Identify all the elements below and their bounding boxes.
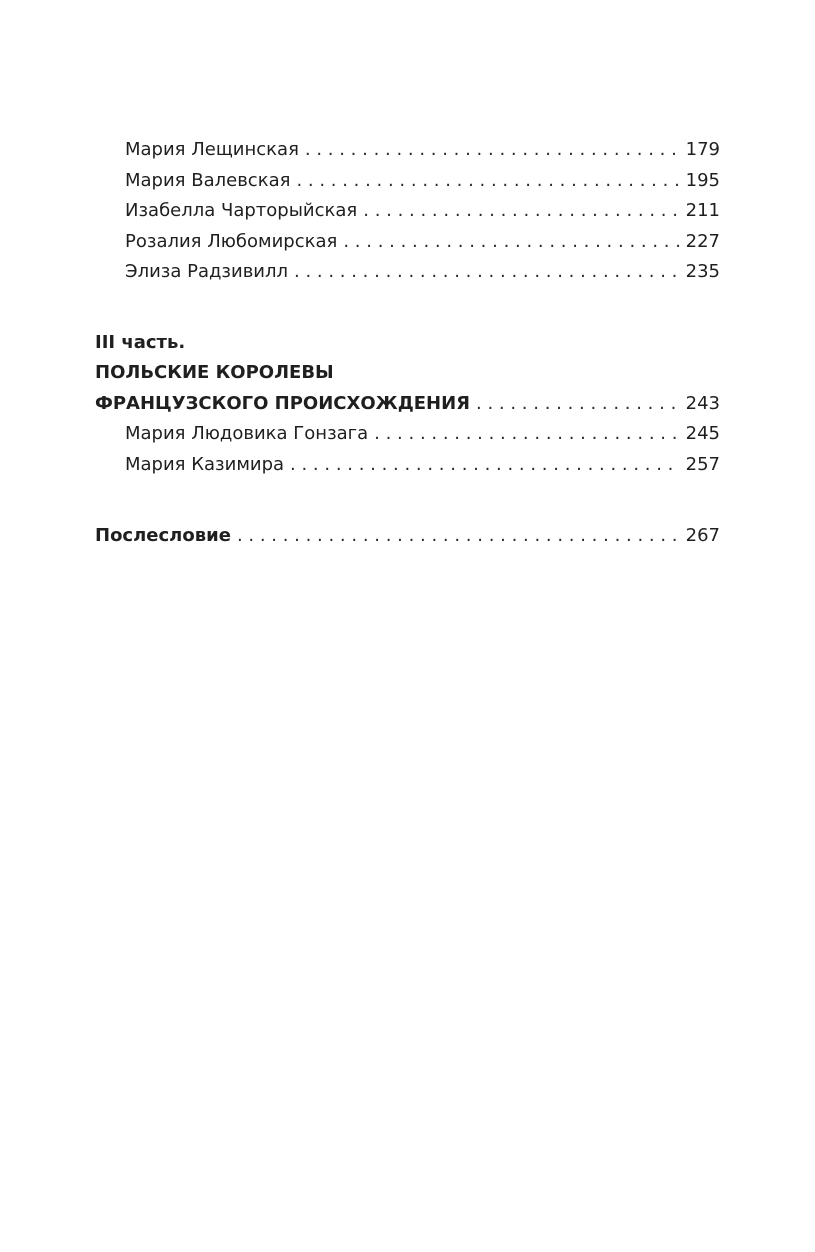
dot-leader [476, 389, 680, 420]
toc-part-entry[interactable] [95, 389, 720, 420]
dot-leader [305, 135, 680, 166]
dot-leader [363, 196, 679, 227]
toc-part-title: ФРАНЦУЗСКОГО ПРОИСХОЖДЕНИЯ [95, 392, 471, 414]
toc-entry-title: Изабелла Чарторыйская [125, 200, 358, 221]
dot-leader [343, 227, 679, 258]
dot-leader [374, 419, 679, 450]
part-heading: III часть. [95, 331, 186, 353]
dot-leader [237, 521, 680, 552]
section-spacer [95, 480, 720, 521]
toc-entry-title: Мария Лещинская [125, 139, 299, 160]
toc-entry-title: Элиза Радзивилл [125, 261, 289, 282]
toc-entry-title: Мария Валевская [125, 169, 291, 191]
toc-entry-page: 235 [685, 261, 720, 282]
toc-entry[interactable] [95, 419, 720, 450]
toc-afterword-page: 267 [685, 525, 720, 546]
section-spacer [95, 288, 720, 328]
toc-entry[interactable] [95, 166, 720, 197]
part-title-line: ПОЛЬСКИЕ КОРОЛЕВЫ [95, 362, 334, 383]
dot-leader [296, 166, 679, 197]
toc-entry-title: Розалия Любомирская [125, 230, 338, 252]
table-of-contents [95, 135, 720, 552]
toc-entry[interactable] [95, 450, 720, 481]
dot-leader [290, 450, 680, 481]
toc-entry-title: Мария Казимира [125, 453, 285, 475]
toc-entry[interactable] [95, 135, 720, 166]
toc-afterword-title: Послесловие [95, 525, 231, 546]
dot-leader [294, 257, 680, 288]
toc-entry[interactable] [95, 227, 720, 258]
toc-entry-title: Мария Людовика Гонзага [125, 423, 369, 444]
toc-entry-page: 245 [685, 423, 720, 444]
toc-part-page: 243 [685, 392, 720, 414]
toc-entry[interactable] [95, 257, 720, 288]
toc-entry-page: 195 [685, 169, 720, 191]
toc-entry[interactable] [95, 196, 720, 227]
toc-afterword-entry[interactable] [95, 521, 720, 552]
toc-entry-page: 257 [685, 453, 720, 475]
toc-entry-page: 227 [685, 230, 720, 252]
toc-entry-page: 179 [685, 139, 720, 160]
toc-entry-page: 211 [685, 200, 720, 221]
